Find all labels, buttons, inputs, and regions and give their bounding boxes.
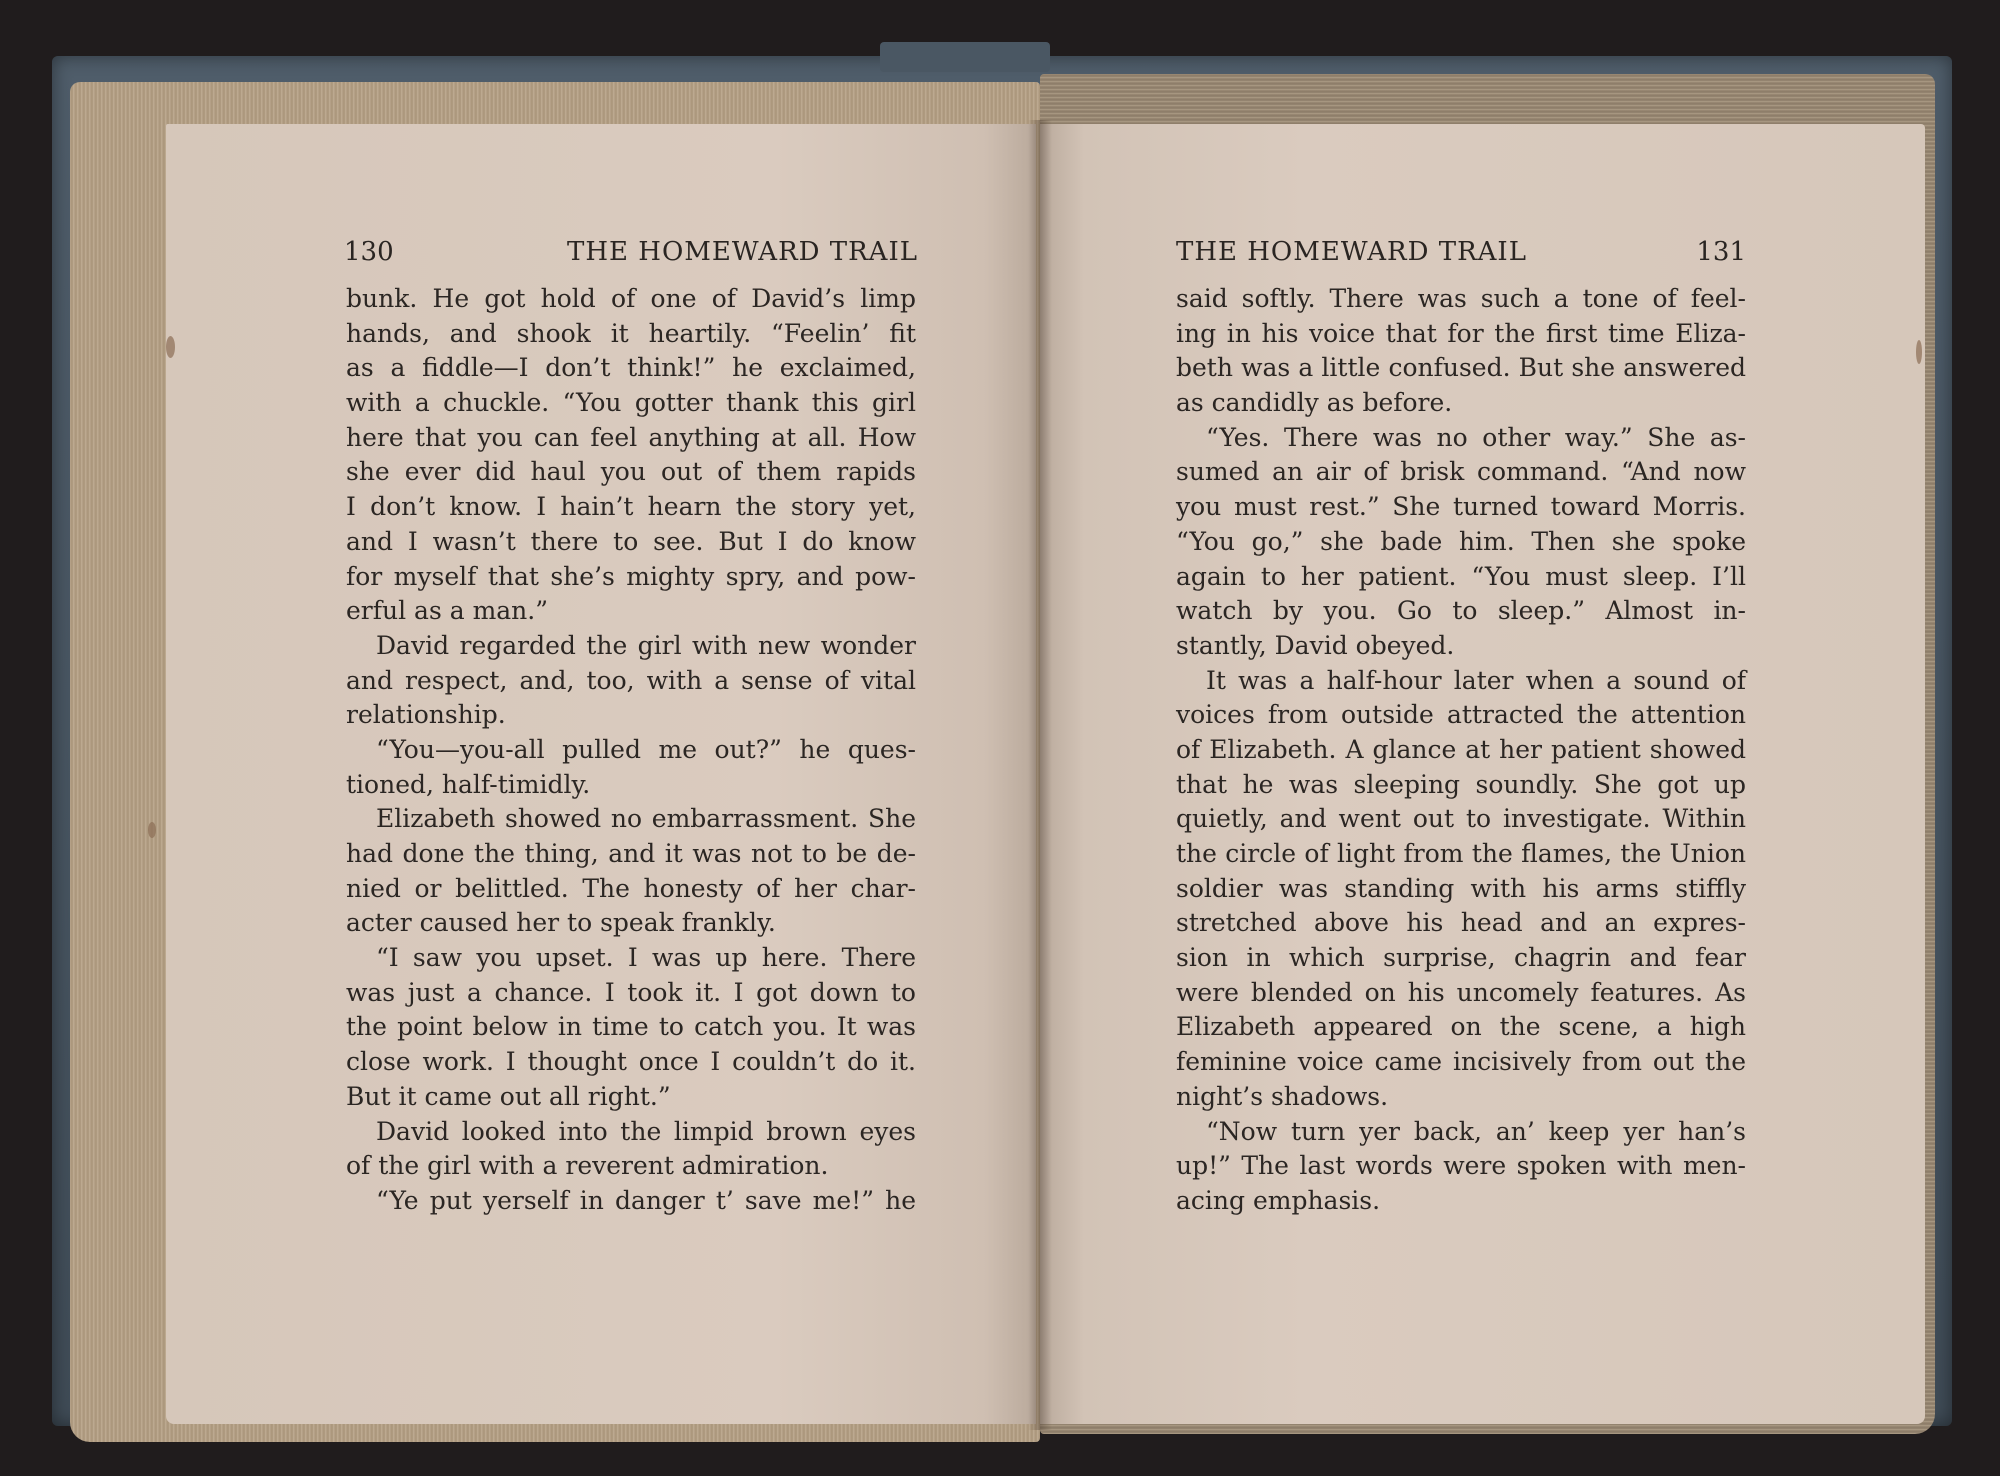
text-line: Elizabeth showed no embarrassment. She [376,804,916,834]
text-line: that he was sleeping soundly. She got up [1176,769,1746,799]
running-title: THE HOMEWARD TRAIL [1176,237,1527,267]
text-line: stantly, David obeyed. [1176,630,1455,660]
text-line: night’s shadows. [1176,1081,1389,1111]
text-line: as a fiddle—I don’t think!” he exclaimed, [346,353,916,383]
text-line: ing in his voice that for the first time Eliza- [1176,318,1746,348]
text-line: “Ye put yerself in danger t’ save me!” he [376,1185,916,1215]
text-line: you must rest.” She turned toward Morris. [1176,492,1746,522]
text-line: Elizabeth appeared on the scene, a high [1176,1012,1746,1042]
foxing-spot [148,822,156,838]
text-line: with a chuckle. “You gotter thank this girl [346,388,916,418]
text-line: here that you can feel anything at all. How [346,422,916,452]
foxing-spot [166,336,175,358]
text-line: voices from outside attracted the attention [1176,700,1746,730]
text-line: and I wasn’t there to see. But I do know [346,526,916,556]
page-number: 130 [344,237,394,267]
text-line: David looked into the limpid brown eyes [376,1116,916,1146]
page-number: 131 [1696,237,1746,267]
left-page-body [346,282,916,1219]
text-line: the circle of light from the flames, the Union [1176,839,1746,868]
text-line: “Yes. There was no other way.” She as- [1206,422,1746,452]
right-page-header [1176,232,1746,272]
text-line: soldier was standing with his arms stiffly [1176,873,1746,903]
text-line: up!” The last words were spoken with men- [1176,1151,1746,1181]
book-gutter [1028,120,1052,1430]
text-line: quietly, and went out to investigate. Within [1176,804,1746,834]
right-page-body [1176,282,1746,1219]
text-line: again to her patient. “You must sleep. I’ll [1176,561,1746,591]
text-line: and respect, and, too, with a sense of vital [346,665,916,695]
text-line: of the girl with a reverent admiration. [346,1151,829,1181]
foxing-spot [1916,340,1922,364]
text-line: tioned, half-timidly. [346,769,591,799]
text-line: It was a half-hour later when a sound of [1206,665,1746,695]
text-line: I don’t know. I hain’t hearn the story yet, [346,492,916,522]
left-page-header [344,232,918,272]
text-line: erful as a man.” [346,596,549,626]
text-line: she ever did haul you out of them rapids [346,457,916,487]
text-line: sion in which surprise, chagrin and fear [1176,943,1746,973]
text-line: acing emphasis. [1176,1185,1381,1215]
text-line: said softly. There was such a tone of feel- [1176,284,1746,313]
text-line: beth was a little confused. But she answered [1176,353,1746,383]
text-line: for myself that she’s mighty spry, and pow- [346,561,916,591]
text-line: David regarded the girl with new wonder [376,630,916,660]
text-line: was just a chance. I took it. I got down to [346,977,916,1007]
text-line: feminine voice came incisively from out the [1176,1047,1746,1077]
running-title: THE HOMEWARD TRAIL [567,237,918,267]
text-line: bunk. He got hold of one of David’s limp [346,284,916,313]
text-line: close work. I thought once I couldn’t do it. [346,1047,916,1077]
text-line: “You go,” she bade him. Then she spoke [1176,526,1746,556]
text-line: “I saw you upset. I was up here. There [376,943,916,973]
text-line: nied or belittled. The honesty of her char- [346,873,916,903]
text-line: the point below in time to catch you. It was [346,1012,916,1042]
text-line: acter caused her to speak frankly. [346,908,776,938]
text-line: sumed an air of brisk command. “And now [1176,457,1746,487]
text-line: “You—you-all pulled me out?” he ques- [376,734,916,764]
book-spine [880,42,1050,72]
text-line: watch by you. Go to sleep.” Almost in- [1176,596,1746,626]
text-line: But it came out all right.” [346,1081,671,1111]
text-line: relationship. [346,700,506,730]
text-line: had done the thing, and it was not to be de- [346,839,916,868]
text-line: of Elizabeth. A glance at her patient showed [1176,734,1746,764]
text-line: as candidly as before. [1176,388,1453,418]
text-line: “Now turn yer back, an’ keep yer han’s [1206,1116,1746,1146]
text-line: hands, and shook it heartily. “Feelin’ fit [346,318,916,348]
text-line: were blended on his uncomely features. As [1176,977,1746,1007]
text-line: stretched above his head and an expres- [1176,908,1746,938]
